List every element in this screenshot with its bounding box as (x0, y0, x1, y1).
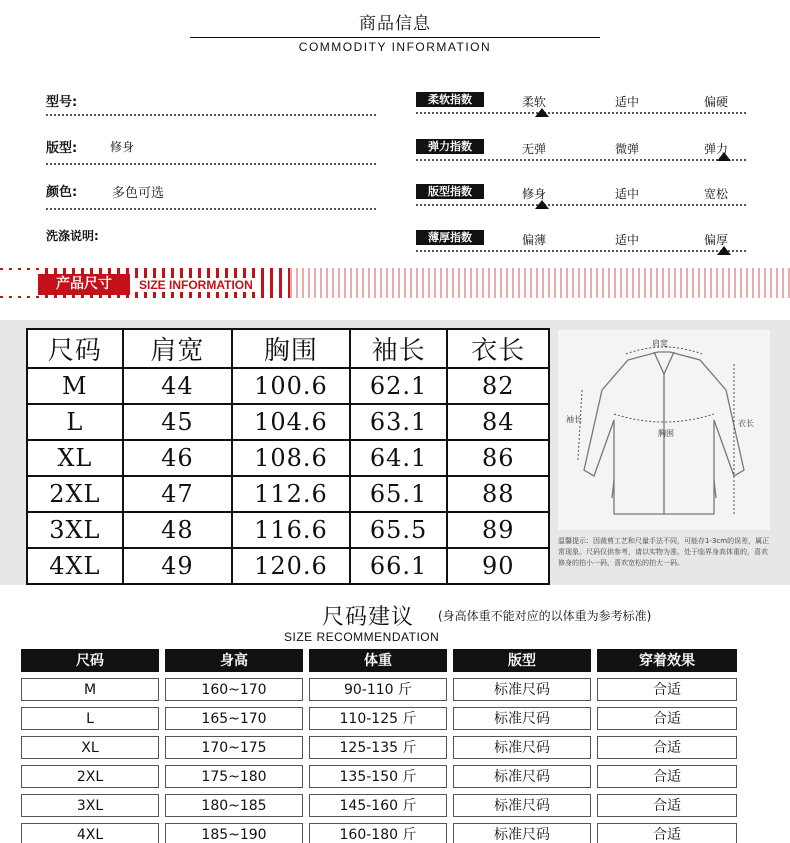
fit-value: 修身 (110, 140, 135, 154)
color-label: 颜色: (46, 185, 78, 200)
index-option: 偏薄 (522, 233, 547, 247)
table-cell: 65.1 (350, 476, 448, 512)
table-cell: 120.6 (232, 548, 350, 584)
column-header: 体重 (309, 649, 447, 672)
column-header: 尺码 (21, 649, 159, 672)
table-cell: 2XL (27, 476, 123, 512)
section-title: 商品信息 (359, 14, 431, 34)
length-mark: 衣长 (738, 419, 754, 428)
fit-label: 版型: (46, 141, 78, 156)
recommendation-subtitle: SIZE RECOMMENDATION (284, 630, 440, 644)
index-option: 偏厚 (704, 233, 729, 247)
wash-label: 洗涤说明: (46, 229, 99, 243)
table-cell: 175~180 (165, 765, 303, 788)
index-option: 无弹 (522, 142, 547, 156)
recommendation-table (18, 646, 740, 843)
index-option: 微弹 (615, 142, 640, 156)
divider (46, 163, 376, 165)
size-banner-label: 产品尺寸 (38, 274, 130, 295)
table-cell: 2XL (21, 765, 159, 788)
column-header: 身高 (165, 649, 303, 672)
shirt-diagram (558, 330, 770, 530)
table-cell: 110-125 斤 (309, 707, 447, 730)
table-cell: M (21, 678, 159, 701)
table-cell: 标准尺码 (453, 736, 591, 759)
table-cell: 64.1 (350, 440, 448, 476)
table-row (18, 704, 740, 733)
table-row (27, 476, 549, 512)
table-cell: 标准尺码 (453, 794, 591, 817)
column-header: 尺码 (27, 329, 123, 368)
table-cell: 65.5 (350, 512, 448, 548)
table-cell: 3XL (27, 512, 123, 548)
table-row (27, 512, 549, 548)
column-header: 袖长 (350, 329, 448, 368)
column-header: 胸围 (232, 329, 350, 368)
selected-marker-icon (717, 246, 731, 255)
table-cell: 82 (447, 368, 549, 404)
table-cell: 49 (123, 548, 232, 584)
table-cell: 180~185 (165, 794, 303, 817)
table-cell: 108.6 (232, 440, 350, 476)
chest-mark: 胸围 (658, 429, 674, 438)
table-row (18, 733, 740, 762)
column-header: 衣长 (447, 329, 549, 368)
recommendation-title: 尺码建议 (322, 605, 415, 630)
table-cell: 116.6 (232, 512, 350, 548)
index-option: 宽松 (704, 187, 729, 201)
shirt-icon (558, 330, 770, 530)
table-cell: 合适 (597, 794, 737, 817)
table-cell: 标准尺码 (453, 678, 591, 701)
index-divider (416, 250, 746, 252)
index-option: 修身 (522, 187, 547, 201)
column-header: 穿着效果 (597, 649, 737, 672)
index-option: 偏硬 (704, 95, 729, 109)
shoulder-mark: 肩宽 (652, 339, 668, 348)
banner-gap (0, 270, 40, 296)
table-cell: 合适 (597, 823, 737, 843)
size-table (26, 328, 550, 585)
table-row (27, 548, 549, 584)
table-cell: 89 (447, 512, 549, 548)
table-row (27, 368, 549, 404)
table-cell: 合适 (597, 765, 737, 788)
table-cell: 125-135 斤 (309, 736, 447, 759)
table-cell: 84 (447, 404, 549, 440)
table-cell: 标准尺码 (453, 823, 591, 843)
selected-marker-icon (535, 108, 549, 117)
table-cell: 66.1 (350, 548, 448, 584)
table-row (18, 820, 740, 843)
table-cell: XL (21, 736, 159, 759)
table-cell: 160~170 (165, 678, 303, 701)
index-option: 柔软 (522, 95, 547, 109)
table-cell: 合适 (597, 736, 737, 759)
table-cell: 135-150 斤 (309, 765, 447, 788)
table-cell: 3XL (21, 794, 159, 817)
index-label: 薄厚指数 (416, 230, 484, 245)
table-cell: 170~175 (165, 736, 303, 759)
table-cell: 标准尺码 (453, 765, 591, 788)
table-row (18, 762, 740, 791)
table-cell: 90-110 斤 (309, 678, 447, 701)
divider (46, 208, 376, 210)
index-label: 柔软指数 (416, 92, 484, 107)
table-cell: 48 (123, 512, 232, 548)
table-row (27, 440, 549, 476)
column-header: 肩宽 (123, 329, 232, 368)
section-subtitle: COMMODITY INFORMATION (298, 40, 492, 54)
index-label: 弹力指数 (416, 139, 484, 154)
table-cell: L (27, 404, 123, 440)
title-divider (190, 37, 600, 38)
index-option: 适中 (615, 233, 640, 247)
sleeve-mark: 袖长 (566, 415, 582, 424)
selected-marker-icon (535, 200, 549, 209)
table-cell: 145-160 斤 (309, 794, 447, 817)
column-header: 版型 (453, 649, 591, 672)
table-cell: 标准尺码 (453, 707, 591, 730)
table-cell: XL (27, 440, 123, 476)
index-option: 弹力 (704, 142, 729, 156)
table-cell: 88 (447, 476, 549, 512)
table-cell: 160-180 斤 (309, 823, 447, 843)
table-row (18, 675, 740, 704)
index-divider (416, 159, 746, 161)
table-cell: 185~190 (165, 823, 303, 843)
banner-fade (290, 268, 790, 298)
selected-marker-icon (717, 152, 731, 161)
index-label: 版型指数 (416, 184, 484, 199)
table-header-row (27, 329, 549, 368)
index-option: 适中 (615, 187, 640, 201)
table-cell: 165~170 (165, 707, 303, 730)
table-row (27, 404, 549, 440)
table-cell: 合适 (597, 678, 737, 701)
table-cell: 86 (447, 440, 549, 476)
size-banner-en: SIZE INFORMATION (135, 278, 257, 292)
table-cell: 46 (123, 440, 232, 476)
table-cell: 45 (123, 404, 232, 440)
table-cell: 44 (123, 368, 232, 404)
divider (46, 114, 376, 116)
index-divider (416, 204, 746, 206)
table-cell: 63.1 (350, 404, 448, 440)
table-cell: 112.6 (232, 476, 350, 512)
table-cell: 90 (447, 548, 549, 584)
table-cell: L (21, 707, 159, 730)
table-header-row (18, 646, 740, 675)
table-cell: 100.6 (232, 368, 350, 404)
color-value: 多色可选 (112, 186, 165, 201)
table-cell: 4XL (27, 548, 123, 584)
index-divider (416, 112, 746, 114)
table-cell: 62.1 (350, 368, 448, 404)
index-option: 适中 (615, 95, 640, 109)
table-cell: 47 (123, 476, 232, 512)
table-cell: M (27, 368, 123, 404)
table-cell: 104.6 (232, 404, 350, 440)
table-cell: 4XL (21, 823, 159, 843)
recommendation-note: (身高体重不能对应的以体重为参考标准) (438, 609, 652, 623)
model-label: 型号: (46, 95, 78, 110)
size-tip: 温馨提示：因裁剪工艺和尺量手法不同，可能存1-3cm的误差，属正常现象。尺码仅供参考，请以实物为准。处于临界身高体重的，喜欢修身的拍小一码，喜欢宽松的拍大一码。 (558, 537, 770, 567)
table-cell: 合适 (597, 707, 737, 730)
table-row (18, 791, 740, 820)
